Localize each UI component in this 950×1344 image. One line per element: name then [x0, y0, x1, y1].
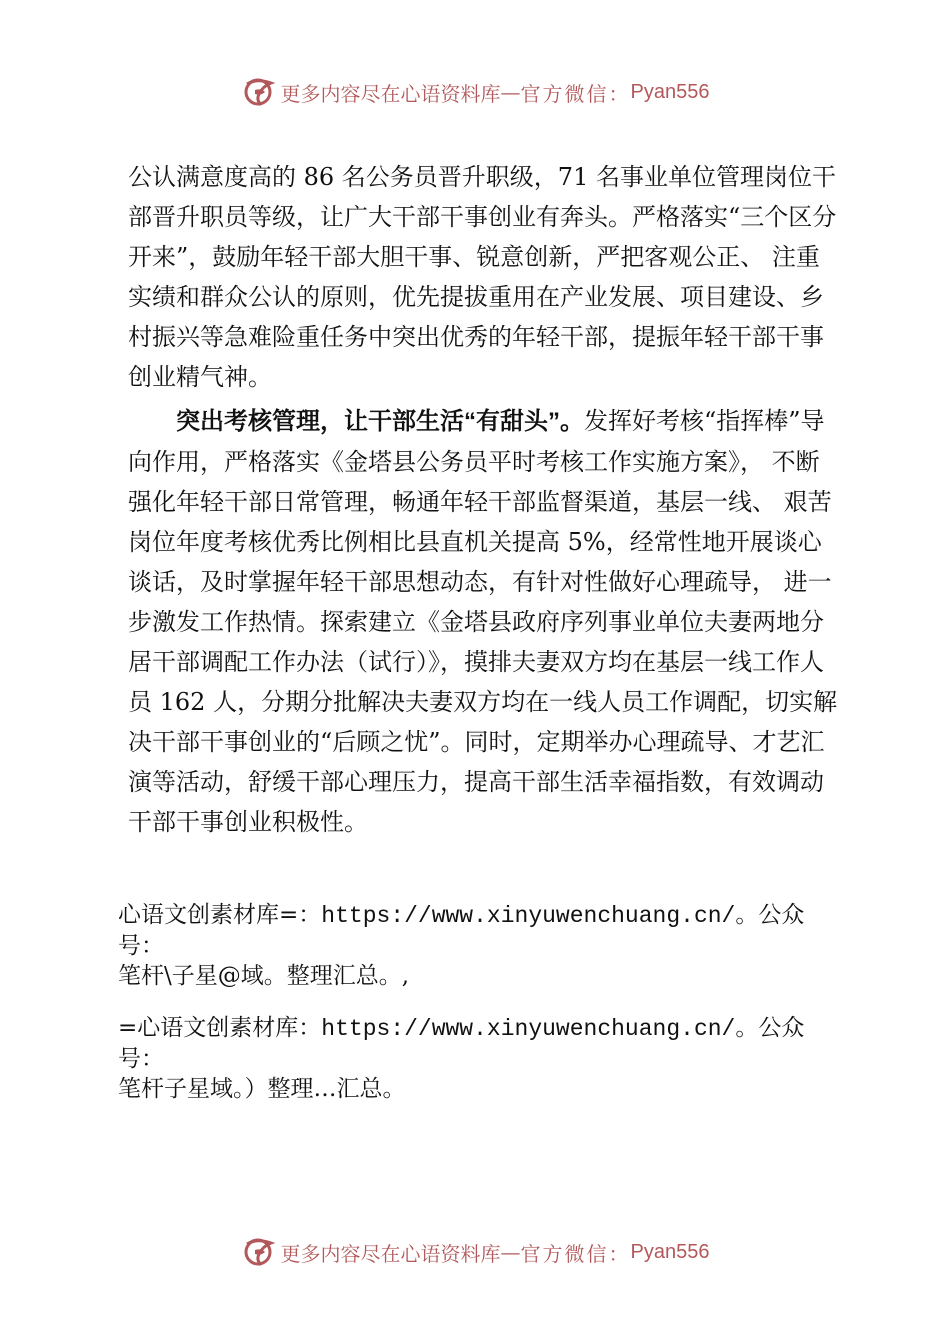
paragraph-2	[128, 401, 840, 842]
document-body	[128, 157, 840, 842]
footer-note-1-url[interactable]: https://www.xinyuwenchuang.cn/	[321, 903, 736, 929]
banner-wechat-label: 官方微信：	[520, 1241, 631, 1266]
banner-wechat-id: Pyan556	[630, 80, 710, 103]
paragraph-1: 公认满意度高的 86 名公务员晋升职级，71 名事业单位管理岗位干部晋升职员等级，让广大干部干事创业有奔头。严格落实“三个区分开来”，鼓励年轻干部大胆干事、锐意创新，严把客观公正、 注重实绩和群众公认的原则，优先提拔重用在产业发展、项目建设、乡村振兴等急难险重任务中突出优秀的年轻干部，提振年轻干部干事创业精气神。	[128, 163, 837, 391]
footer-note-1-prefix: 心语文创素材库=：	[118, 902, 322, 928]
paragraph-2-lead: 突出考核管理，让干部生活“有甜头”。	[176, 408, 584, 435]
banner-wechat-id: Pyan556	[630, 1240, 710, 1263]
paragraph-2-rest: 发挥好考核“指挥棒”导向作用，严格落实《金塔县公务员平时考核工作实施方案》， 不断强化年轻干部日常管理，畅通年轻干部监督渠道，基层一线、 艰苦岗位年度考核优秀比例相比县直机关提高 5%，经常性地开展谈心谈话，及时掌握年轻干部思想动态，有针对性做好心理疏导， 进一步激发工作热情。探索建立《金塔县政府序列事业单位夫妻两地分居干部调配工作办法（试行）》，摸排夫妻双方均在基层一线工作人员 162 人，分期分批解决夫妻双方均在一线人员工作调配，切实解决干部干事创业的“后顾之忧”。同时，定期举办心理疏导、才艺汇演等活动，舒缓干部心理压力，提高干部生活幸福指数，有效调动干部干事创业积极性。	[128, 407, 838, 836]
footer-note-1-suffix: 。公众号：	[118, 902, 805, 959]
footer-note-1-line2: 笔杆\子星@域。整理汇总。,	[118, 963, 410, 989]
banner-separator: —	[500, 1240, 521, 1264]
banner-wechat-label: 官方微信：	[520, 81, 631, 106]
footer-note-1-line1	[118, 900, 838, 961]
banner-main-text: 更多内容尽在心语资料库	[280, 1241, 501, 1266]
banner-main-text: 更多内容尽在心语资料库	[280, 81, 501, 106]
logo-icon	[241, 1234, 277, 1270]
footer-note-2-url[interactable]: https://www.xinyuwenchuang.cn/	[321, 1016, 736, 1042]
footer-note-2	[118, 1013, 838, 1104]
footer-note-1	[118, 900, 838, 991]
footer-note-2-line2: 笔杆子星域。）整理…汇总。	[118, 1076, 406, 1102]
header-banner	[0, 72, 950, 112]
banner-separator: —	[500, 80, 521, 104]
footer-note-2-prefix: =心语文创素材库：	[118, 1015, 322, 1041]
logo-icon	[241, 74, 277, 110]
footer-note-2-suffix: 。公众号：	[118, 1015, 805, 1072]
footer-banner	[0, 1232, 950, 1272]
footer-note-2-line1	[118, 1013, 838, 1074]
